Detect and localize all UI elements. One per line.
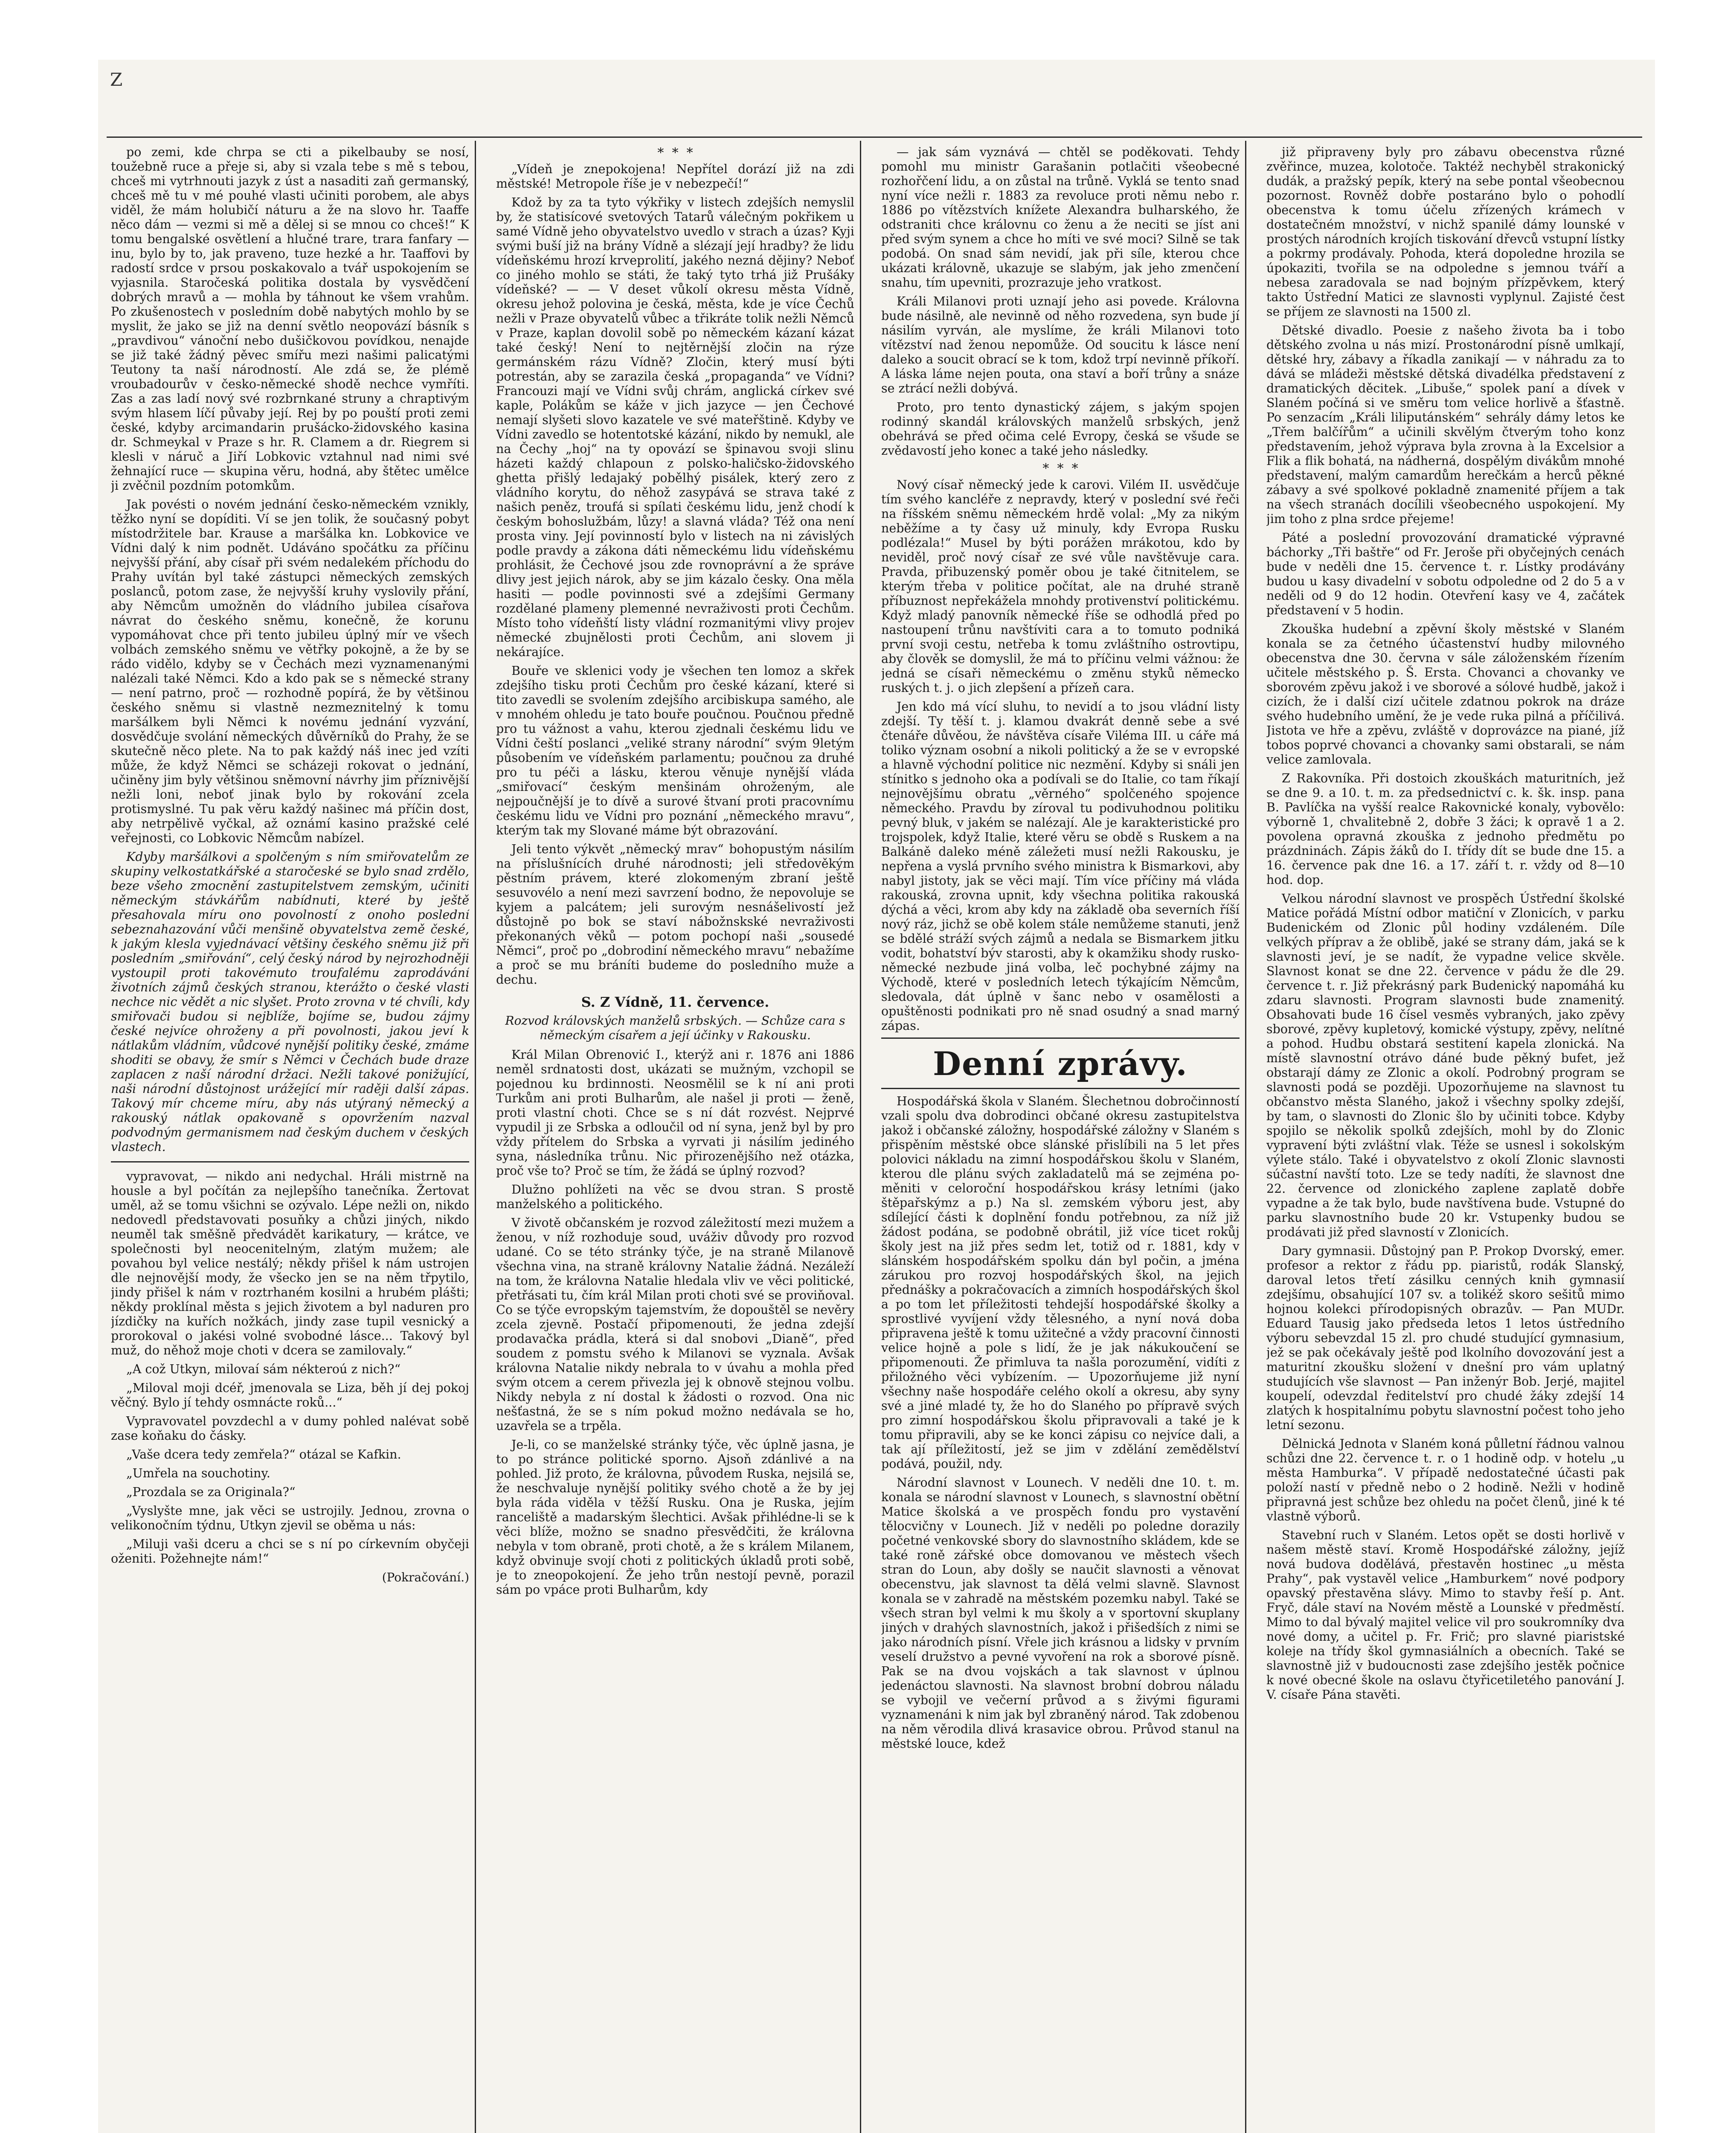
paragraph: Jen kdo má vící sluhu, to nevidí a to jsou vládní listy zdejší. Ty těší t. j. klamou dvakrát denně sebe a své čtenáře důvěou, že návštěva císaře Viléma III. u cáře má toliko význam osobní a nikoli politický a že se v evropské a hlavně východní politice nic nezmění. Kdyby si snáli jen stínitko s jednoho oka a podívali se do Italie, co tam říkají nejnovějšímu obratu „věrného“ spolčeného spojence německého. Pravdu by zíroval tu podivuhodnou politiku pevný bluk, v jakém se nalézají. Ale je karakteristické pro trojspolek, když Italie, které věru se obdě s Ruskem a na Balkáně daleko méně záležeti musí nežli Rakousku, je nepřena a vyslá prvního svého ministra k Bismarkovi, aby nabyl jistoty, jak se věci mají. Tím více příčiny má vláda rakouská, zrovna upnit, kdy všechna politika rakouská dýchá a věci, krom aby kdy na základě oba severních říší nový ráz, jichž se obě kolem stále nemůžeme stanuti, jenž se bdělé stráží svých zájmů a nedala se Bismarkem jitku vodit, bohatství býv starosti, aby k okamžiku shody rusko-německé nezbude jiná volba, leč pochybné zájmy na Východě, které v posledních letech týkajícím Němcům, sledovala, dát úplně v šanc nebo v osamělosti a opuštěnosti podnikati pro ně snad osudný a snad marný zápas.	[881, 700, 1240, 1033]
column-1	[111, 145, 469, 2133]
paragraph: V životě občanském je rozvod záležitostí mezi mužem a ženou, v níž rozhoduje soud, uváživ důvody pro rozvod udané. Co se této stránky týče, je na straně Milanově všechna vina, na straně královny Natalie žádná. Nezáleží na tom, že královna Natalie hledala vliv ve věci politické, přetřásati tu, čím král Milan proti choti své se proviňoval. Co se týče evropským tajemstvím, že dopouštěl se nevěry zcela zjevně. Postačí připomenouti, že jedna zdejší prodavačka prádla, která si dal snobovi „Dianě“, před soudem z pomstu svého k Milanovi se vyznala. Avšak královna Natalie nikdy nebrala to v úvahu a mohla před svým otcem a cerem přivezla jej k obnově stejnou volbu. Nikdy nebyla z ní dostal k žádosti o rozvod. Ona nic nešťastná, že se s ním pokud možno nedávala se ho, uzavřela se a trpěla.	[496, 1216, 854, 1433]
margin-mark: Z	[110, 69, 123, 90]
paragraph: Kdož by za ta tyto výkřiky v listech zdejších nemyslil by, že statisícové svetových Tatarů válečným pokřikem u samé Vídně jeho obyvatelstvo uvedlo v strach a úzas? Kyji svými buší již na brány Vídně a slézají její hradby? že lidu vídeňskému hrozí krveprolití, jakého nezná dějiny? Neboť co jiného mohlo se státi, že taký tyto trhá již Prušáky vídeňské? — — V deset vůkolí okresu města Vídně, okresu jehož polovina je česká, města, kde je více Čechů nežli v Praze obyvatelů vůbec a třikráte tolik nežli Němců v Praze, kaplan dovolil sobě po německém kázaní kázat také český! Není to nejtěrnější zločin na rýze germánském rázu Vídně? Zločin, který musí býti potrestán, aby se zarazila česká „propaganda“ ve Vídni? Francouzi mají ve Vídni svůj chrám, anglická církev své kaple, Polákům se káže v jich jazyce — jen Čechové nemají slyšeti slovo kazatele ve své mateřštině. Kdyby ve Vídni zavedlo se hotentotské kázání, nikdo by nemukl, ale na Čechy „hoj“ na ty opovází se špinavou svoji slinu házeti každý chlapoun z polsko-haličsko-židovského ghetta přišlý ledajaký pobělhý pisálek, který zero z vládního korytu, do něhož zasypává se strava také z našich peněz, troufá si spílati českému lidu, jenž chodí k českým bohoslužbám, lůzy! a slavná vláda? Též ona není prosta viny. Její povinností bylo v listech na ni závislých podle pravdy a zákona dáti německému lidu vídeňskému prohlásit, že Čechové jsou zde rovnoprávní a že správe dlivy jest jejich nárok, aby se jim kázalo česky. Ona měla hasiti — podle povinnosti své a zdejšími Germany rozdělané plameny plemenné nevraživosti proti Čechům. Místo toho vídeňští listy vládní rozmanitými vlivy projev německé zbujnělosti proti Čechům, ani slovem ji nekárajíce.	[496, 195, 854, 659]
newspaper-page	[98, 60, 1655, 2133]
news-item: Dary gymnasii. Důstojný pan P. Prokop Dvorský, emer. profesor a rektor z řádu pp. piaristů, rodák Slanský, daroval letos třetí zásilku cenných knih gymnasií zdejšímu, obsahující 107 sv. a tolikéž skoro sešitů mimo hojnou kolekci přírodopisných obrazův. — Pan MUDr. Eduard Tausig jako předseda letos 1 letos ústředního výboru sebevzdal 15 zl. pro chudé studující gymnasium, jež se pak očekávaly ještě pod lkolního dovozování jest a maturitní zkoušku složení v dnešní pro vám uplatný studujících vše slavnost — Pan inženýr Bob. Jerjé, majitel koupelí, odevzdal ředitelství pro chudé žáky zdejší 14 zlatých k hospitalnímu pobytu slavnostní počest toho jeho letní sezonu.	[1266, 1244, 1625, 1432]
column-2	[496, 145, 854, 2133]
paragraph: — jak sám vyznává — chtěl se poděkovati. Tehdy pomohl mu ministr Garašanin potlačiti všeobecné rozhořčení lidu, a on zůstal na trůně. Vyklá se tento snad nyní více nežli r. 1883 za revoluce proti němu nebo r. 1886 po vítězstvích knížete Alexandra bulharského, že odstraniti chce královnu co ženu a že neciti se jíst ani před svým synem a chce ho míti ve své moci? Silně se tak podobá. On snad sám nevidí, jak při síle, kterou chce ukázati královně, ukazuje se slabým, jak jeho zmenčení snahu, tím upevniti, prozrazuje jeho vratkost.	[881, 145, 1240, 290]
paragraph: „A což Utkyn, milovaí sám nékteroú z nich?“	[126, 1362, 401, 1376]
news-rule-bottom	[881, 1088, 1240, 1089]
news-item: Hospodářská škola v Slaném. Šlechetnou dobročinností vzali spolu dva dobrodinci občané okresu zastupitelstva jakož i občanské záložny, hospodářské záložny v Slaném s přispěním městské obce slánské přislíbili na 5 let přes polovici nákladu na zimní hospodářskou školu v Slaném, kterou dle plánu svých zakladatelů má se zejména po- měniti v celoroční hospodářskou krásy letními (jako štěpařskýmz a p.) Na sl. zemském výboru jest, aby sdílející části k doplnění fondu potřebnou, za níž již žádost podána, se podobně obrátil, již více ticet rokůj školy jest na již přes sedm let, totiž od r. 1881, kdy v slánském hospodářském spolku dán byl počin, a jména zárukou pro rozvoj hospodářských škol, na jejich přednášky a pokračovacích a zimních hospodářských škol a po tom let příležitosti tehdejší hospodářské školky a sprostlivé vyvíjení vždy tělesného, a nyní nová doba připravena ještě k tomu užitečné a vždy pracovní činnosti velice hojně a pole s lidí, že je jak nákukoučení se připomenouti. Že přimluva ta našla porozumění, vidíti z přiložného věci vybízením. — Upozorňujeme již nyní všechny naše hospodáře celého okolí a okresu, aby syny své a jiné mladé ty, že ho do Slaného po přípravě svých pro zimní hospodářskou školu připravovali a také je k tomu připravili, aby se ke konci zápisu co nejvíce dali, a tak ají příležitostí, jež se jim v zdělání zemědělství podává, použil, ndy.	[881, 1094, 1240, 1471]
dateline: S. Z Vídně, 11. července.	[581, 994, 769, 1010]
column-3	[881, 145, 1240, 2133]
news-rule-top	[881, 1037, 1240, 1039]
paragraph: Nový císař německý jede k carovi. Vilém II. usvědčuje tím svého kancléře z nepravdy, který v poslední své řeči na říšském sněmu německém hrdě volal: „My za nikým neběžíme a ty časy už minuly, kdy Evropa Rusku podlézala!“ Musel by býti porážen mrákotou, kdo by neviděl, proč nový císař ze své vůle navštěvuje cara. Pravda, přibuzenský poměr obou je také čitnitelem, se kterým třeba v politice počítat, ale na druhé straně příbuznost nepřekážela mnohdy protivenství politickému. Když mladý panovník německé říše se odhodlá před po nastoupení trůnu navštíviti cara a to tomuto podniká první svoji cestu, netřeba k tomu zvláštního ostrovtipu, aby člověk se domyslil, že má to příčinu velmi vážnou: že jedná se císaři německému o změnu styků německo ruských t. j. o jich zlepšení a přízeň cara.	[881, 478, 1240, 695]
section-stars: * * *	[657, 145, 693, 160]
column-1-article	[111, 145, 469, 1154]
news-item: Dělnická Jednota v Slaném koná půlletní řádnou valnou schůzi dne 22. července t. r. o 1 hodině odp. v hotelu „u města Hamburka“. V případě nedostatečné účasti pak položí nastí v předně nebo o 2 hodině. Nežli v hodině připravná jest schůze bez ohledu na počet členů, jiné k té vlastně výborů.	[1266, 1437, 1625, 1523]
column-4	[1266, 145, 1625, 2133]
paragraph: Vypravovatel povzdechl a v dumy pohled nalévat sobě zase koňaku do čásky.	[111, 1414, 469, 1443]
paragraph: „Miluji vaši dceru a chci se s ní po církevním obyčeji oženiti. Požehnejte nám!“	[111, 1537, 469, 1566]
feuilleton	[111, 1169, 469, 1584]
paragraph: vypravovat, — nikdo ani nedychal. Hráli mistrně na housle a byl počítán za nejlepšího tanečníka. Žertovat uměl, až se tomu všichni se ozývalo. Lépe nežli on, nikdo nedovedl představovati posuňky a chůzi jiných, nikdo neuměl tak směšně předvádět karikatury, — krátce, ve společnosti byl neocenitelným, zlatým mužem; ale povahou byl velice nestálý; někdy přišel k nám ustrojen dle nejnovější mody, že všecko jen se na něm třpytilo, jindy přišel k nám v roztrhaném kosilni a hrubém plášti; někdy proklínal města s jejich životem a byl naduren pro jízdičky na kuřích nožkách, jindy zase tupil vesnický a prorokoval o jakési volné svobodné lásce... Takový byl muž, do něhož moje choti v dcera se zamilovaly.“	[111, 1169, 469, 1357]
paragraph: „Prozdala se za Originala?“	[126, 1485, 296, 1499]
paragraph: „Vyslyšte mne, jak věci se ustrojily. Jednou, zrovna o velikonočním týdnu, Utkyn zjevil se oběma u nás:	[111, 1504, 469, 1532]
paragraph: Je-li, co se manželské stránky týče, věc úplně jasna, je to po stránce politické sporno. Ajsoň zdánlivé a na pohled. Již proto, že královna, původem Ruska, nejsilá se, že neschvaluje nynější politiky svého chotě a že by jej byla ráda viděla v těžší Rusku. Ona je Ruska, jejím ranceliště a madarským šlechtici. Avšak přihlédne-li se k věci blíže, možno se snadno přesvědčiti, že královna nebyla v tom obraně, proti chotě, a že s králem Milanem, když obvinuje svojí choti z politických úkladů proti sobě, je to zneopokojení. Že jeho trůn nestojí pevně, porazil sám po vpáce proti Bulharům, kdy	[496, 1438, 854, 1597]
top-rule	[107, 137, 1642, 138]
feuilleton-divider	[111, 1161, 469, 1162]
news-item: Dětské divadlo. Poesie z našeho života ba i tobo dětského zvolna u nás mizí. Prostonárodní písně umlkají, dětské hry, zábavy a říkadla zanikají — v náhradu za to dává se mládeži městské dětská divadélka představení z dramatických děcitek. „Libuše,“ spolek paní a dívek v Slaném počíná si ve směru tom velice horlivě a šťastně. Po senzacím „Králi liliputánském“ sehrály dámy letos ke „Třem balčířům“ a učinili skvělým čtverým toho konz představením, jehož výprava byla zrovna à la Excelsior a Flik a flik bohatá, na nádherná, dospělým divákům mnohé představení, malým camardům herečkám a herců pěkné zábavy a své spolkové pokladně znamenité příjem a tak na všech stranách docílili všeobecného uspokojení. My jim toho z plna srdce přejeme!	[1266, 323, 1625, 526]
section-title: Denní zprávy.	[933, 1045, 1188, 1083]
paragraph: Jak povésti o novém jednání česko-německém vznikly, těžko nyní se dopíditi. Ví se jen tolik, že současný pobyt místodržitele bar. Krause a maršálka kn. Lobkovice ve Vídni dalý k nim podnět. Udáváno spočátku za příčinu nejvyšší přání, aby císař při svém nedalekém příchodu do Prahy uvítán byl také zástupci německých zemských poslanců, potom zase, že nejvyšší kruhy vyslovily přání, aby Němcům umožněn do vládního jubilea císařova návrat do českého sněmu, konečně, že korunu vypomáhovat chce při tento jubileu úplný mír ve všech volbách zemského sněmu ve větřky pokojně, a že by se rádo vidělo, kdyby se v Čechách mezi vyznamenanými nalézali také Němci. Kdo a kdo pak se s německé strany — není patrno, proč — rozhodně popírá, že by většinou českého sněmu si vlastně nezmeznitelný k tomu maršálkem byli Němci k novému jednání vyzvání, dosvědčuje svolání německých důvěrníků do Prahy, že se skutečně něco plete. Na to pak každý náš inec jed vzíti může, že když Němci se scházeji rokovat o jednání, učiněny jim byly většinou sněmovní návrhy jim příznivější nežli loni, neboť jinak bylo by rokování zcela protismyslné. Tu pak věru každý našinec má příčin dost, aby netrpělivě vyčkal, až oznámí kasino pražské celé veřejnosti, co Lobkovic Němcům nabízel.	[111, 497, 469, 845]
paragraph: Král Milan Obrenović I., kterýž ani r. 1876 ani 1886 neměl srdnatosti dost, ukázati se mužným, vzchopil se pojednou ku brdinnosti. Neosmělil se k ní ani proti Turkům ani proti Bulharům, ale našel ji proti — ženě, proti vlastní choti. Chce se s ní dát rozvést. Nejprvé vypudil ji ze Srbska a odloučil od ní syna, jenž byl by pro vždy přítelem do Srbska a vyrvati ji násilím jediného syna, následníka trůnu. Nic přirozenějšího než otázka, proč vše to? Proč se tím, že žádá se úplný rozvod?	[496, 1048, 854, 1178]
article-subhead: Rozvod královských manželů srbských. — Schůze cara s německým císařem a její účinky v Rakousku.	[505, 1014, 845, 1042]
news-item: Z Rakovníka. Při dostoich zkouškách maturitních, jež se dne 9. a 10. t. m. za předsednictví c. k. šk. insp. pana B. Pavlíčka na vyšší realce Rakovnické konaly, vybovělo: výborně 1, chvalitebně 2, dobře 3 žáci; k opravě 1 a 2. povolena opravná zkouška z jednoho předmětu po prázdninách. Zápis žáků do I. třídy dít se bude dne 15. a 16. července pak dne 16. a 17. září t. r. vždy od 8—10 hod. dop.	[1266, 771, 1625, 887]
paragraph: Králi Milanovi proti uznají jeho asi povede. Královna bude násilně, ale nevinně od něho rozvedena, syn bude jí násilím vyrván, ale myslíme, že králi Milanovi toto vítězství nad ženou nepomůže. Od soucitu k lásce není daleko a soucit obrací se k tom, kdož trpí nevinně příkoří. A láska láme nejen pouta, ona staví a boří trůny a snáze se ztrácí nežli dobývá.	[881, 294, 1240, 395]
paragraph: Dlužno pohlížeti na věc se dvou stran. S prostě manželského a politického.	[496, 1183, 854, 1211]
news-item: Stavební ruch v Slaném. Letos opět se dosti horlivě v našem městě staví. Kromě Hospodářské záložny, jejíž nová budova dodělává, přestavěn hostinec „u města Prahy“, pak vystavěl velice „Hamburkem“ nové podpory opavský přestavěna slávy. Mimo to stavby řeší p. Ant. Fryč, dále staví na Novém městě a Lounské v předměstí. Mimo to dal bývalý majitel velice vil pro soukromníky dva nové domy, a učitel p. Fr. Frič; pro slavné piaristské koleje na třídy škol gymnasiálních a obecních. Také se slavnostně již v budoucnosti zase zdejšího jestěk počnice k nové obecné škole na oslavu čtyřicetiletého panování J. V. císaře Pána stavěti.	[1266, 1528, 1625, 1702]
section-stars: * * *	[1042, 461, 1078, 476]
news-item: již připraveny byly pro zábavu obecenstva různé zvěřince, muzea, kolotoče. Taktéž nechyběl strakonický dudák, a pražský pepík, který na sebe pontal všeobecnou pozornost. Rovněž dobře postaráno bylo o pohodlí obecenstva k tomu účelu zřízených krámech v dostatečném množství, v nichž spanilé dámy lounské v prostých národních krojích tiskování dřevců vstupní lístky a pokrmy prodávaly. Pohoda, která dopoledne hrozila se úpokaziti, tvořila se na odpoledne s jemnou tváří a nebesa zaradovala se nad bojným přízpěvkem, který takto Ústřední Matici ze slavnosti vyplynul. Zajisté čest se příjem ze slavnosti na 1500 zl.	[1266, 145, 1625, 319]
paragraph: „Vaše dcera tedy zemřela?“ otázal se Kafkin.	[126, 1447, 401, 1462]
paragraph: po zemi, kde chrpa se cti a pikelbauby se nosí, toužebně ruce a přeje si, aby si vzala tebe s mě s tebou, chceš mi vytrhnouti jazyk z úst a nasaditi zaň germanský, chceš mě tu v mé pouhé vlasti učiniti porobem, ale abys viděl, že mám holubičí náturu a že na slovo hr. Taaffe něco dám — vezmi si mě a dělej si se mnou co chceš!“ K tomu bengalské osvětlení a hlučné trare, trara fanfary — inu, bylo by to, jak praveno, tuze hezké a hr. Taaffovi by radostí srdce v prsou poskakovalo a tvář uspokojením se vyjasnila. Staročeská politika dostala by vysvědčení dobrých mravů a — mohla by táhnout ke všem vrahům. Po zkušenostech v posledním době nabytých mohlo by se myslit, že jako se již na denní světlo neopovází básník s „pravdivou“ vánoční nebo dušičkovou povídkou, nenajde se již také žádný pěvec smířu mezi našimi palicatými Teutony ta naší národností. Ale zdá se, že plémě vroubadourův v česko-německé shodě nechce vymříti. Zas a zas ladí nový své rozbrnkané struny a chraptivým svým hlasem líčí půvaby její. Rej by po pouští proti zemi české, kdyby arcimandarin prušácko-židovského kasina dr. Schmeykal v Praze s hr. R. Clamem a dr. Riegrem si klesli v náruč a Jiří Lobkovic vztahnul nad nimi své žehnající ruce — skupina věru, hodná, aby štětec umělce ji zvěčnil pozdním potomkům.	[111, 145, 469, 493]
news-item: Národní slavnost v Lounech. V neděli dne 10. t. m. konala se národní slavnost v Lounech, s slavnostní obětní Matice školská a ve prospěch fondu pro vystavění tělocvičny v Lounech. Již v neděli po poledne dorazily početné venkovské sbory do slavnostního skládem, kde se také roně zářské obce domovanou ve městech všech stran do Loun, aby došly se naučit slavnosti a věnovat obecenstvu, jak slavnost ta dělá velmi slavně. Slavnost konala se v zahradě na městském pozemku nabyl. Také se všech stran byl velmi k mu školy a v sportovní skuplany jiných v drahých slavnostních, jakož i přišedších z nimi se jako národních písní. Vřele jich krásnou a lidsky v prvním veselí družstvo a pevné vyvoření na rok a sborové písně. Pak se na dvou vojskách a tak slavnost v úplnou jedenáctou slavnosti. Na slavnost brobní dobrou náladu se vybojil ve večerní průvod a s živými figurami vyznamenáni k nim jak byl zbraněný národ. Tak zdobenou na něm věrodila dlivá krasavice obrou. Průvod stanul na městské louce, kdež	[881, 1476, 1240, 1751]
paragraph: „Vídeň je znepokojena! Nepřítel dorází již na zdi městské! Metropole říše je v nebezpečí!“	[496, 162, 854, 191]
column-divider-2	[860, 141, 861, 2133]
paragraph: Bouře ve sklenici vody je všechen ten lomoz a skřek zdejšího tisku proti Čechům pro české kázaní, které si tito zavedli se svolením zdejšího arcibiskupa samého, ale v mnohém ohledu je tato bouře poučnou. Poučnou předně pro tu vážnost a vahu, kterou zjednali českému lidu ve Vídni čeští poslanci „veliké strany národní“ svým 9letým působením ve vídeňském parlamentu; poučnou za druhé pro tu péči a lásku, kterou věnuje nynější vláda „smiřovací“ českým menšinám ohroženým, ale nejpoučnější je to dívě a surové štvaní proti pracovnímu českému lidu ve Vídni pro poznání „německého mravu“, kterým tak my Slované máme být obrazování.	[496, 664, 854, 837]
paragraph-italic: Kdyby maršálkovi a spolčeným s ním smiřovatelům ze skupiny velkostatkářské a staročeské se bylo snad zrdělo, beze všeho zmocnění zastupitelstvem zemským, učiniti německým stávkářům nabídnuti, které by ještě přesahovala míru ono povolností z onoho poslední sebeznahazování vůči menšině obyvatelstva země české, k jakým klesla vyjednávací většiny českého sněmu již při posledním „smiřování“, celý český národ by nejrozhodněji vystoupil proti takovémuto troufalému zaprodávání životních zájmů českých stranou, kterážto o české vlasti nechce nic vědět a nic slyšet. Proto zrovna v té chvíli, kdy smiřovači budou si nejblíže, bojíme se, budou zájmy české nejvíce ohroženy a při povolnosti, jakou jeví k nátlakům vládním, vůdcové nynější politiky české, zmáme shoditi se obavy, že smír s Němci v Čechách bude draze zaplacen z naší národní držaci. Nežli takové ponižující, naši národní důstojnost urážející mír raději další zápas. Takový mír chceme míru, aby nás utýraný německý a rakouský nátlak opakovaně s opovržením nazval podvodným germanismem nad českým duchem v českých vlastech.	[111, 850, 469, 1154]
paragraph: Proto, pro tento dynastický zájem, s jakým spojen rodinný skandál královských manželů srbských, jenž obehrává se před očima celé Evropy, česká se všude se zvědavostí jeho konec a také jeho následky.	[881, 400, 1240, 458]
continued-note: (Pokračování.)	[382, 1570, 469, 1584]
news-item: Páté a poslední provozování dramatické výpravné báchorky „Tři baštře“ od Fr. Jeroše při obyčejných cenách bude v neděli dne 15. července t. r. Lístky prodávány budou u kasy divadelní v sobotu odpoledne od 2 do 5 a v neděli od 9 do 12 hodin. Otevření kasy ve 4, začátek představení v 5 hodin.	[1266, 531, 1625, 617]
column-divider-1	[475, 141, 476, 2133]
paragraph: „Miloval moji dcéř, jmenovala se Liza, běh jí dej pokoj věčný. Bylo jí tehdy osmnácte roků...“	[111, 1381, 469, 1409]
news-item: Velkou národní slavnost ve prospěch Ústřední školské Matice pořádá Místní odbor matiční v Zlonicích, v parku Budenickém od Zlonic půl hodiny vzdáleném. Díle velkých příprav a že oblibě, jaké se strany dám, jaká se k slavnosti jeví, je se nadít, že vypadne velice skvěle. Slavnost konat se dne 22. července v pádu že dle 29. července t. r. Již překrásný park Budenický napomáhá ku zdaru slavnosti. Program slavnosti bude znamenitý. Obsahovati bude 16 čísel vesměs vybraných, jako zpěvy sborové, zpěvy kupletový, komické výstupy, zpěvy, nelítné a pohod. Hudbu obstará sestitení kapela zlonická. Na místě slavnostní otrávo dáné bude pěkný bufet, jež obstarají dámy ze Zlonic a okolí. Podrobný program se slavnosti podá se později. Upozorňujeme na slavnost tu občanstvo města Slaného, jakož i všechny spolky zdejší, by tam, o slavnosti do Zlonic šlo by učiniti tobce. Kdyby spojilo se několik spolků zdejších, mohl by do Zlonic vypravení býti zvláštní vlak. Téže se usnesl i sokolským výlete stálo. Také i obyvatelstvo z okolí Zlonic slavnosti súčastní navští toto. Lze se tedy nadíti, že slavnost dne 22. července od zlonického zaplene zaplatě dobře vypadne a že tak bylo, bude navštívena bude. Vstupné do parku slavnostního bude 20 kr. Vstupenky budou se prodávati již před slavností v Zlonicích.	[1266, 892, 1625, 1239]
paragraph: Jeli tento výkvět „německý mrav“ bohopustým násilím na příslušnících druhé národnosti; jeli středověkým pěstním právem, které zlokomeným zbraní ještě sesuvovélo a není mezi savrzení bodno, že nepovoluje se kyjem a palcátem; jeli surovým nesnášelivostí jež důstojně po bok se staví nábožnskské nevraživosti překonaných věků — potom pochopí naši „sousedé Němci“, proč po „dobrodiní německého mravu“ nebažíme a proč se mu bráníti budeme do posledního muže a dechu.	[496, 842, 854, 987]
column-divider-3	[1245, 141, 1246, 2133]
news-item: Zkouška hudební a zpěvní školy městské v Slaném konala se za četného účastenství hudby milovného obecenstva dne 30. června v sále záloženském řízením učitele městského p. Š. Ersta. Chovanci a chovanky ve sborovém zpěvu jakož i ve sborové a sólové hudbě, jakož i cizích, že i další cizí učitele zdatnou pokrok na dráze svého hudebního umění, že je vede ruka pilná a příčilivá. Jistota ve hře a zpěvu, zvláště v doprovázce na piané, jíž tobos poprvé chovanci a chovanky sami obstarali, se nám velice zamlovala.	[1266, 622, 1625, 767]
paragraph: „Umřela na souchotiny.	[126, 1466, 270, 1480]
